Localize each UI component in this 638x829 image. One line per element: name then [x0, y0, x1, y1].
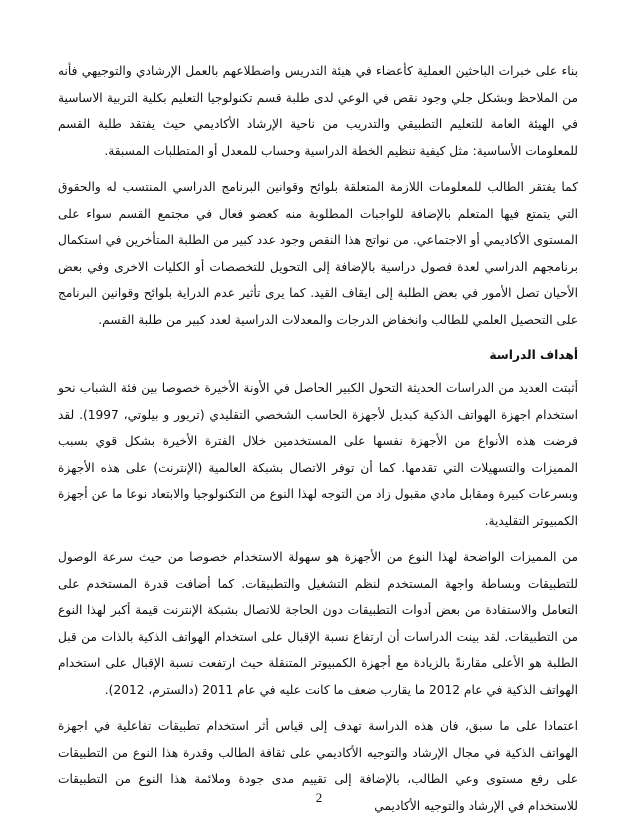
paragraph-student-gaps: كما يفتقر الطالب للمعلومات اللازمة المتعلقة بلوائح وقوانين البرنامج الدراسي المنتسب له والحقوق التي يتمتع فيها المتعلم بالإضافة للواجبات المطلوبة منه كعضو فعال في مجتمع القسم سواء على المستوى الأكاديمي أو الاجتماعي. من نواتج هذا النقص وجود عدد كبير من الطلبة المتأخرين في استكمال برنامجهم الدراسي لعدة فصول دراسية بالإضافة إلى التحويل للتخصصات أو الكليات الاخرى وفي بعض الأحيان تصل الأمور في بعض الطلبة إلى ايقاف القيد. كما يرى تأثير عدم الدراية بلوائح وقوانين البرنامج على التحصيل العلمي للطالب وانخفاض الدرجات والمعدلات الدراسية لعدد كبير من طلبة القسم. [58, 180, 578, 327]
paragraph-study-aim: اعتمادا على ما سبق، فان هذه الدراسة تهدف إلى قياس أثر استخدام تطبيقات تفاعلية في اجهزة الهواتف الذكية في مجال الإرشاد والتوجيه الأكاديمي على ثقافة الطالب وقدرة هذا النوع من التطبيقات على رفع مستوى وعي الطالب، بالإضافة إلى تقييم مدى جودة وملائمة هذا النوع من التطبيقات للاستخدام في الإرشاد والتوجيه الأكاديمي [58, 719, 578, 813]
paragraph-device-features: من المميزات الواضحة لهذا النوع من الأجهزة هو سهولة الاستخدام خصوصا من حيث سرعة الوصول للتطبيقات وبساطة واجهة المستخدم لنظم التشغيل والتطبيقات. كما أضافت قدرة المستخدم على التعامل والاستفادة من بعض أدوات التطبيقات دون الحاجة للاتصال بشبكة الإنترنت قيمة أكبر لهذا النوع من التطبيقات. لقد بينت الدراسات أن ارتفاع نسبة الإقبال على استخدام الهواتف الذكية بالذات من قبل الطلبة هو الأعلى مقارنةً بالزيادة مع أجهزة الكمبيوتر المتنقلة حيث ارتفعت نسبة الإقبال على استخدام الهواتف الذكية في عام 2012 ما يقارب ضعف ما كانت عليه في عام 2011 (دالسترم، 2012). [58, 550, 578, 697]
section-heading: أهداف الدراسة [489, 348, 578, 362]
paragraph-smartphone-trend: أثبتت العديد من الدراسات الحديثة التحول الكبير الحاصل في الأونة الأخيرة خصوصا بين فئة الشباب نحو استخدام اجهزة الهواتف الذكية كبديل لأجهزة الحاسب الشخصي التقليدي (تريور و بيلوتي، 1997). لقد فرضت هذه الأنواع من الأجهزة نفسها على المستخدمين خلال الفترة الأخيرة بشكل قوي بسبب المميزات والتسهيلات التي تقدمها. كما أن توفر الاتصال بشبكة العالمية (الإنترنت) على هذه الأجهزة وبسرعات كبيرة ومقابل مادي مقبول زاد من التوجه لهذا النوع من التكنولوجيا والابتعاد نوعا ما عن أجهزة الكمبيوتر التقليدية. [58, 381, 579, 528]
paragraph-intro: بناء على خبرات الباحثين العملية كأعضاء في هيئة التدريس واضطلاعهم بالعمل الإرشادي والتوجيهي فأنه من الملاحظ وبشكل جلي وجود نقص في الوعي لدى طلبة قسم تكنولوجيا التعليم بكلية التربية الاساسية في الهيئة العامة للتعليم التطبيقي والتدريب من ناحية الإرشاد الأكاديمي حيث يفتقد طلبة القسم للمعلومات الأساسية: مثل كيفية تنظيم الخطة الدراسية وحساب للمعدل أو المتطلبات المسبقة. [58, 64, 578, 158]
page-number: 2 [315, 790, 323, 805]
document-body [58, 58, 578, 829]
